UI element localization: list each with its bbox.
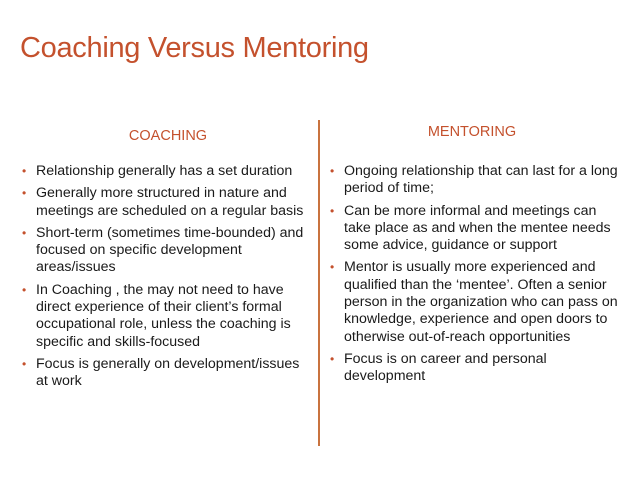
coaching-bullet-text: In Coaching , the may not need to have direct experience of their client’s formal occupational role, unless the coaching is specific and skills-focused xyxy=(36,281,291,350)
mentoring-bullet-item xyxy=(330,351,622,386)
bullet-icon: • xyxy=(22,225,27,240)
mentoring-bullet-item xyxy=(330,203,622,255)
bullet-icon: • xyxy=(22,356,27,371)
coaching-bullet-text: Relationship generally has a set duration xyxy=(36,163,293,179)
mentoring-bullet-text: Ongoing relationship that can last for a long period of time; xyxy=(344,163,618,197)
column-divider xyxy=(318,120,320,446)
coaching-bullet-list xyxy=(22,163,314,396)
coaching-bullet-item xyxy=(22,225,314,277)
bullet-icon: • xyxy=(330,164,335,178)
coaching-bullet-item xyxy=(22,185,314,220)
coaching-bullet-text: Short-term (sometimes time-bounded) and focused on specific development areas/issues xyxy=(36,224,304,276)
coaching-bullet-item xyxy=(22,282,314,351)
mentoring-bullet-item xyxy=(330,259,622,345)
mentoring-bullet-text: Can be more informal and meetings can take place as and when the mentee needs some advice, guidance or support xyxy=(344,202,611,254)
mentoring-bullet-list xyxy=(330,163,622,391)
mentoring-bullet-text: Mentor is usually more experienced and qualified than the ‘mentee’. Often a senior person in the organization who can pass on knowledge, experience and open doors to otherwise out-of-reach opportunities xyxy=(344,259,618,345)
bullet-icon: • xyxy=(330,203,335,218)
bullet-icon: • xyxy=(330,260,335,275)
coaching-bullet-text: Focus is generally on development/issues at work xyxy=(36,355,300,390)
slide-title: Coaching Versus Mentoring xyxy=(20,32,369,64)
bullet-icon: • xyxy=(22,186,27,201)
coaching-bullet-item xyxy=(22,163,314,180)
bullet-icon: • xyxy=(22,282,27,297)
mentoring-bullet-item xyxy=(330,163,622,198)
mentoring-bullet-text: Focus is on career and personal development xyxy=(344,350,547,385)
bullet-icon: • xyxy=(330,351,335,366)
bullet-icon: • xyxy=(22,164,27,178)
coaching-heading: COACHING xyxy=(128,128,208,144)
mentoring-heading: MENTORING xyxy=(427,124,517,140)
coaching-bullet-item xyxy=(22,356,314,391)
coaching-bullet-text: Generally more structured in nature and meetings are scheduled on a regular basis xyxy=(36,185,304,219)
